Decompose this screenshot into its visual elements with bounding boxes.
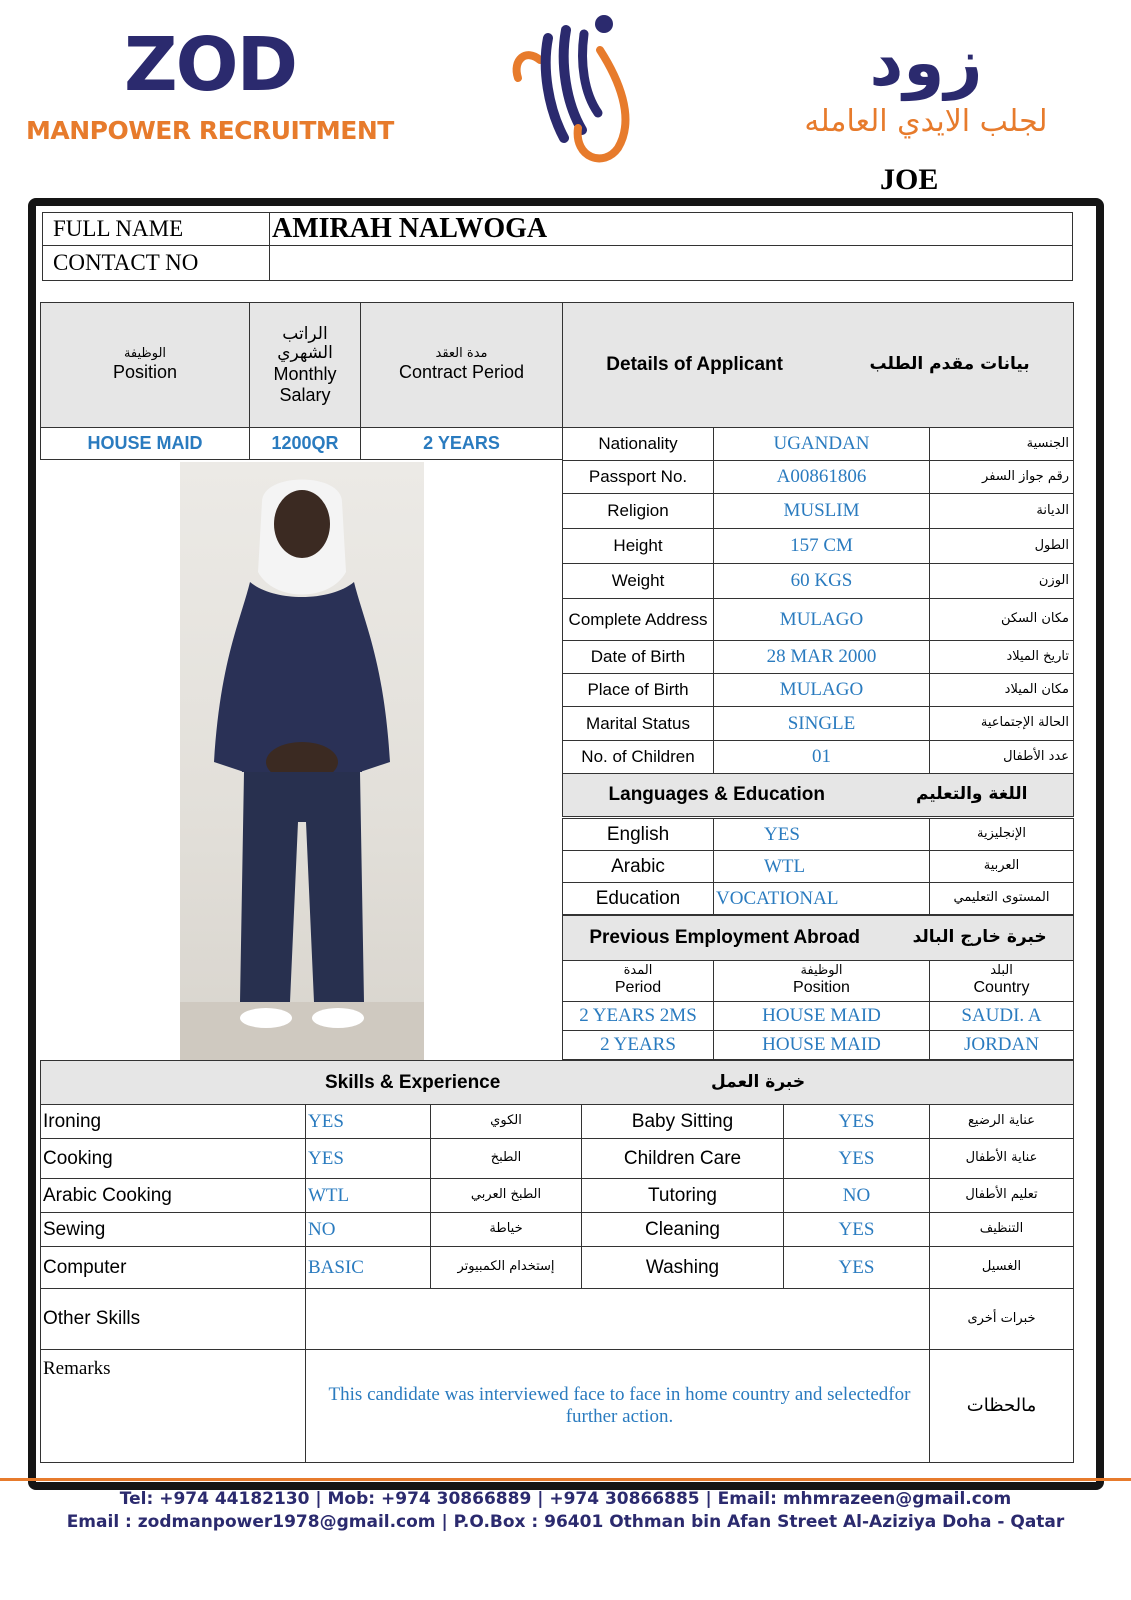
skill-label: Baby Sitting <box>581 1104 784 1139</box>
skills-header-label: Skills & Experience <box>325 1071 501 1093</box>
contract-header-label: Contract Period <box>398 362 525 383</box>
skill-value: YES <box>783 1212 930 1247</box>
detail-ar: الجنسية <box>1026 435 1069 451</box>
detail-label: Height <box>562 528 714 564</box>
detail-label: Nationality <box>562 427 714 461</box>
application-form <box>28 198 1104 1490</box>
skill-value: WTL <box>305 1178 431 1213</box>
contract-header <box>360 302 563 428</box>
language-ar: العربية <box>983 858 1020 874</box>
remarks-text: This candidate was interviewed face to face in home country and selectedfor further action. <box>305 1349 930 1463</box>
skill-label: Sewing <box>40 1212 306 1247</box>
contract-value: 2 YEARS <box>360 427 563 460</box>
skill-ar-cell <box>929 1178 1074 1213</box>
other-skills-ar: خبرات أخرى <box>967 1310 1036 1326</box>
employment-country-ar: البلد <box>990 963 1013 979</box>
brand-right <box>761 24 1091 139</box>
employment-position-header <box>713 960 930 1002</box>
employment-country-header <box>929 960 1074 1002</box>
detail-ar: مكان الميلاد <box>1004 681 1069 697</box>
language-value: VOCATIONAL <box>713 882 930 915</box>
detail-label: Religion <box>562 493 714 529</box>
detail-ar: عدد الأطفال <box>1003 748 1069 764</box>
language-ar-cell <box>929 850 1074 883</box>
employment-position: HOUSE MAID <box>713 1001 930 1031</box>
salary-header-ar1: الراتب <box>282 323 328 344</box>
brand-arabic-logo: زود <box>869 24 983 101</box>
contact-label: CONTACT NO <box>42 245 270 281</box>
other-skills-ar-cell <box>929 1288 1074 1350</box>
position-header <box>40 302 250 428</box>
details-header-label: Details of Applicant <box>606 354 783 376</box>
skill-ar-cell <box>929 1246 1074 1289</box>
skill-ar-cell <box>929 1212 1074 1247</box>
detail-value: A00861806 <box>713 460 930 494</box>
detail-ar-cell <box>929 493 1074 529</box>
employment-period-ar: المدة <box>623 963 653 979</box>
detail-label: Date of Birth <box>562 640 714 674</box>
skill-ar: إستخدام الكمبيوتر <box>457 1259 555 1275</box>
detail-ar: رقم جواز السفر <box>982 468 1069 484</box>
contract-header-ar: مدة العقد <box>435 346 488 362</box>
detail-ar-cell <box>929 528 1074 564</box>
skill-value: YES <box>305 1138 431 1179</box>
skill-ar-cell <box>929 1104 1074 1139</box>
language-ar: المستوى التعليمي <box>953 890 1050 906</box>
detail-label: Place of Birth <box>562 673 714 707</box>
detail-ar-cell <box>929 706 1074 741</box>
skill-value: YES <box>783 1104 930 1139</box>
skill-label: Children Care <box>581 1138 784 1179</box>
language-label: Education <box>562 882 714 915</box>
applicant-code: JOE <box>880 163 939 196</box>
skill-ar-cell <box>430 1246 582 1289</box>
other-skills-value <box>305 1288 930 1350</box>
detail-label: No. of Children <box>562 740 714 774</box>
skill-ar: التنظيف <box>979 1221 1024 1237</box>
language-label: Arabic <box>562 850 714 883</box>
language-ar-cell <box>929 818 1074 851</box>
detail-value: SINGLE <box>713 706 930 741</box>
skill-ar: عناية الرضيع <box>968 1113 1035 1129</box>
skill-label: Ironing <box>40 1104 306 1139</box>
detail-value: 28 MAR 2000 <box>713 640 930 674</box>
skill-value: YES <box>783 1246 930 1289</box>
detail-value: 01 <box>713 740 930 774</box>
remarks-label: Remarks <box>40 1349 306 1463</box>
detail-ar: مكان السكن <box>1000 611 1069 627</box>
language-ar-cell <box>929 882 1074 915</box>
detail-ar: الوزن <box>1038 572 1069 588</box>
languages-header-label: Languages & Education <box>608 784 825 806</box>
footer <box>0 1488 1131 1534</box>
language-label: English <box>562 818 714 851</box>
detail-ar-cell <box>929 598 1074 641</box>
full-name-label: FULL NAME <box>42 212 270 246</box>
employment-position-label: Position <box>793 979 850 997</box>
skill-label: Cleaning <box>581 1212 784 1247</box>
skill-label: Tutoring <box>581 1178 784 1213</box>
position-header-ar: الوظيفة <box>123 346 167 362</box>
skill-ar: خياطة <box>489 1221 523 1237</box>
skill-ar: عناية الأطفال <box>965 1150 1038 1166</box>
employment-country: JORDAN <box>929 1030 1074 1060</box>
company-logo-icon <box>508 8 648 168</box>
employment-header-ar: خبرة خارج البالد <box>912 927 1047 948</box>
detail-ar: الحالة الإجتماعية <box>980 715 1069 731</box>
employment-period: 2 YEARS 2MS <box>562 1001 714 1031</box>
skill-ar: الطبخ العربي <box>470 1187 542 1203</box>
brand-arabic-subtitle: لجلب الايدي العامله <box>804 104 1048 139</box>
skill-value: BASIC <box>305 1246 431 1289</box>
position-header-label: Position <box>112 362 178 383</box>
skill-label: Cooking <box>40 1138 306 1179</box>
detail-ar-cell <box>929 673 1074 707</box>
skill-label: Arabic Cooking <box>40 1178 306 1213</box>
applicant-photo-icon <box>180 462 424 1060</box>
skills-header-ar: خبرة العمل <box>711 1071 806 1092</box>
languages-header <box>562 773 1074 817</box>
languages-header-ar: اللغة والتعليم <box>915 784 1028 805</box>
skill-value: YES <box>783 1138 930 1179</box>
detail-value: MULAGO <box>713 598 930 641</box>
applicant-photo <box>180 462 424 1060</box>
employment-period-header <box>562 960 714 1002</box>
detail-value: MUSLIM <box>713 493 930 529</box>
skill-value: NO <box>783 1178 930 1213</box>
brand-left <box>26 22 406 145</box>
language-value: YES <box>713 818 930 851</box>
detail-label: Weight <box>562 563 714 599</box>
contact-value <box>269 245 1073 281</box>
salary-header-ar2: الشهري <box>277 343 333 364</box>
detail-label: Complete Address <box>562 598 714 641</box>
employment-header <box>562 915 1074 961</box>
detail-value: 60 KGS <box>713 563 930 599</box>
employment-country: SAUDI. A <box>929 1001 1074 1031</box>
employment-header-label: Previous Employment Abroad <box>589 927 860 949</box>
skill-ar-cell <box>929 1138 1074 1179</box>
detail-ar-cell <box>929 640 1074 674</box>
full-name-value: AMIRAH NALWOGA <box>269 212 1073 246</box>
detail-ar-cell <box>929 563 1074 599</box>
skill-ar: الغسيل <box>981 1259 1022 1275</box>
detail-label: Marital Status <box>562 706 714 741</box>
brand-subtitle: MANPOWER RECRUITMENT <box>26 116 394 145</box>
skill-ar-cell <box>430 1212 582 1247</box>
detail-value: UGANDAN <box>713 427 930 461</box>
remarks-ar: مالحظات <box>966 1394 1037 1416</box>
skill-ar: الطبخ <box>490 1150 522 1166</box>
skill-value: NO <box>305 1212 431 1247</box>
salary-header-label1: Monthly <box>273 363 337 384</box>
detail-ar-cell <box>929 740 1074 774</box>
brand-logo-text: ZOD <box>124 22 296 108</box>
detail-ar-cell <box>929 427 1074 461</box>
detail-value: MULAGO <box>713 673 930 707</box>
language-value: WTL <box>713 850 930 883</box>
skill-value: YES <box>305 1104 431 1139</box>
detail-label: Passport No. <box>562 460 714 494</box>
employment-period: 2 YEARS <box>562 1030 714 1060</box>
skill-ar-cell <box>430 1178 582 1213</box>
detail-ar-cell <box>929 460 1074 494</box>
salary-header-label2: Salary <box>279 384 331 405</box>
skill-label: Washing <box>581 1246 784 1289</box>
salary-value: 1200QR <box>249 427 361 460</box>
employment-country-label: Country <box>973 979 1030 997</box>
footer-line-1: Tel: +974 44182130 | Mob: +974 30866889 | +974 30866885 | Email: mhmrazeen@gmail.com <box>119 1489 1012 1509</box>
detail-ar: الطول <box>1034 537 1069 553</box>
skill-label: Computer <box>40 1246 306 1289</box>
detail-ar: تاريخ الميلاد <box>1006 648 1069 664</box>
salary-header <box>249 302 361 428</box>
skill-ar-cell <box>430 1104 582 1139</box>
position-value: HOUSE MAID <box>40 427 250 460</box>
language-ar: الإنجليزية <box>976 826 1027 842</box>
details-header-ar: بيانات مقدم الطلب <box>869 354 1030 375</box>
footer-divider <box>0 1478 1131 1481</box>
employment-position-ar: الوظيفة <box>800 963 843 979</box>
detail-value: 157 CM <box>713 528 930 564</box>
skill-ar: الكوي <box>490 1113 522 1129</box>
details-header <box>562 302 1074 428</box>
remarks-ar-cell <box>929 1349 1074 1463</box>
skill-ar-cell <box>430 1138 582 1179</box>
other-skills-label: Other Skills <box>40 1288 306 1350</box>
employment-position: HOUSE MAID <box>713 1030 930 1060</box>
detail-ar: الديانة <box>1036 502 1069 518</box>
skill-ar: تعليم الأطفال <box>965 1187 1038 1203</box>
footer-line-2: Email : zodmanpower1978@gmail.com | P.O.Box : 96401 Othman bin Afan Street Al-Aziziya Doha - Qatar <box>66 1511 1065 1532</box>
skills-header <box>40 1060 1074 1105</box>
employment-period-label: Period <box>614 979 662 997</box>
